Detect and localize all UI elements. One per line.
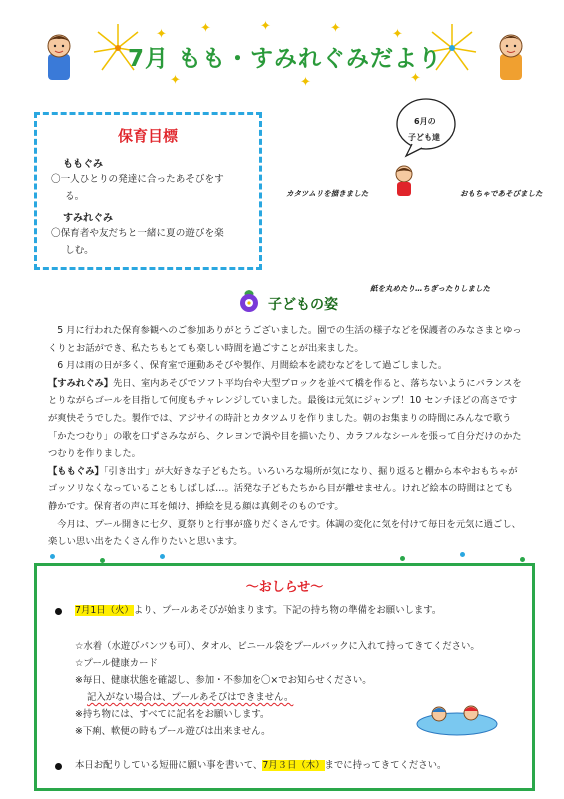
paragraph: 今月は、プール開きに七夕、夏祭りと行事が盛りだくさんです。体調の変化に気を付けて毎日を元気に過ごし、楽しい思い出をたくさん作りたいと思います。 bbox=[48, 518, 521, 548]
star-icon: ✦ bbox=[260, 19, 271, 34]
pool-start-date: 7月1日（火） bbox=[75, 605, 134, 616]
tanzaku-date: 7月３日（木） bbox=[262, 760, 325, 771]
goal-sumire-text-cont: しむ。 bbox=[65, 245, 94, 256]
photo-caption-bottom: 紙を丸めたり…ちぎったりしました bbox=[370, 284, 490, 293]
notice-title: ～おしらせ～ bbox=[245, 580, 324, 595]
paragraph: 6 月は雨の日が多く、保育室で運動あそびや製作、月間絵本を読むなどをして過ごしました。 bbox=[57, 360, 448, 372]
bullet-icon bbox=[55, 608, 62, 615]
class-label: 【ももぐみ】 bbox=[48, 465, 104, 477]
tanzaku-text: 本日お配りしている短冊に願い事を書いて、 bbox=[75, 760, 263, 771]
star-icon: ✦ bbox=[200, 21, 211, 36]
star-icon: ✦ bbox=[392, 27, 403, 42]
photo-caption-left: カタツムリを描きました bbox=[286, 189, 369, 198]
girl-yukata-illustration bbox=[490, 30, 534, 84]
pool-start-text: より、プールあそびが始まります。下記の持ち物の準備をお願いします。 bbox=[133, 605, 442, 616]
pool-items-line: ☆水着（水遊びパンツも可）、タオル、ビニール袋をプールバックに入れて持ってきてください。 bbox=[75, 641, 480, 652]
star-icon: ✦ bbox=[156, 27, 167, 42]
star-icon: ✦ bbox=[300, 75, 311, 90]
child-illustration bbox=[390, 164, 418, 198]
section-title: 子どもの姿 bbox=[268, 297, 338, 313]
bubble-text-line2: 子ども達 bbox=[408, 133, 440, 142]
speech-bubble bbox=[394, 96, 458, 158]
boy-yukata-illustration bbox=[38, 30, 82, 84]
star-icon: ✦ bbox=[170, 73, 181, 88]
pool-card-line: ☆プール健康カード bbox=[75, 658, 158, 669]
paragraph-text: 先日、室内あそびでソフト平均台や大型ブロックを並べて橋を作ると、落ちないようにバランスをとりながらゴールを目指して何度もチャレンジしていました。最後は元気にジャンプ！10 センチほどの高さですが爽快そうでした。製作では、アジサイの時計とカタツムリを作りました。朝のお集まりの時間にみんなで歌う「かたつむり」の歌を口ずさみながら、クレヨンで渦や目を描いたり、カラフルなシールを張って自分だけのかたつむりを作りました。 bbox=[48, 377, 522, 460]
goal-sumire-text: 〇保育者や友だちと一緒に夏の遊びを楽 bbox=[51, 228, 224, 239]
paragraph-text: 「引き出す」が大好きな子どもたち。いろいろな場所が気になり、掘り返ると棚から本やおもちゃがゴッソリなくなっていることもしばしば…。活発な子どもたちから目が離せません。けれど絵本の時間はとても静かです。保育者の声に耳を傾け、挿絵を見る顔は真剣そのものです。 bbox=[48, 465, 518, 512]
tanzaku-text-end: までに持ってきてください。 bbox=[324, 760, 447, 771]
paragraph bbox=[48, 463, 522, 516]
page-title: 7月 もも・すみれぐみだより bbox=[127, 46, 442, 72]
notice-item-pool bbox=[75, 602, 441, 619]
health-check-line: ※毎日、健康状態を確認し、参加・不参加を〇×でお知らせください。 bbox=[75, 675, 372, 686]
photo-caption-right: おもちゃであそびました bbox=[460, 189, 543, 198]
pool-children-illustration bbox=[415, 696, 499, 736]
diarrhea-line: ※下痢、軟便の時もプール遊びは出来ません。 bbox=[75, 726, 271, 737]
goal-momo-text-cont: る。 bbox=[65, 191, 85, 202]
paragraph: 5 月に行われた保育参観へのご参加ありがとうございました。園での生活の様子などを保護者のみなさまとゆっくりとお話ができ、私たちもとても楽しい時間を過ごすことが出来ました。 bbox=[48, 325, 522, 354]
star-icon: ✦ bbox=[330, 21, 341, 36]
notice-item-tanzaku bbox=[75, 757, 446, 774]
star-icon: ✦ bbox=[410, 71, 421, 86]
name-label-line: ※持ち物には、すべてに記名をお願いします。 bbox=[75, 709, 270, 720]
goal-sumire-label: すみれぐみ bbox=[63, 213, 113, 224]
bubble-text-line1: 6月の bbox=[414, 117, 436, 126]
bullet-icon bbox=[55, 763, 62, 770]
goals-title: 保育目標 bbox=[117, 127, 178, 145]
no-entry-warning: 記入がない場合は、プールあそびはできません。 bbox=[87, 692, 294, 703]
section-body bbox=[48, 322, 522, 551]
goal-momo-label: ももぐみ bbox=[63, 159, 103, 170]
goals-box bbox=[34, 112, 262, 270]
notice-box bbox=[34, 563, 535, 791]
morning-glory-icon bbox=[236, 288, 262, 314]
paragraph bbox=[48, 375, 522, 463]
class-label: 【すみれぐみ】 bbox=[48, 377, 114, 389]
goal-momo-text: 〇一人ひとりの発達に合ったあそびをす bbox=[51, 174, 224, 185]
